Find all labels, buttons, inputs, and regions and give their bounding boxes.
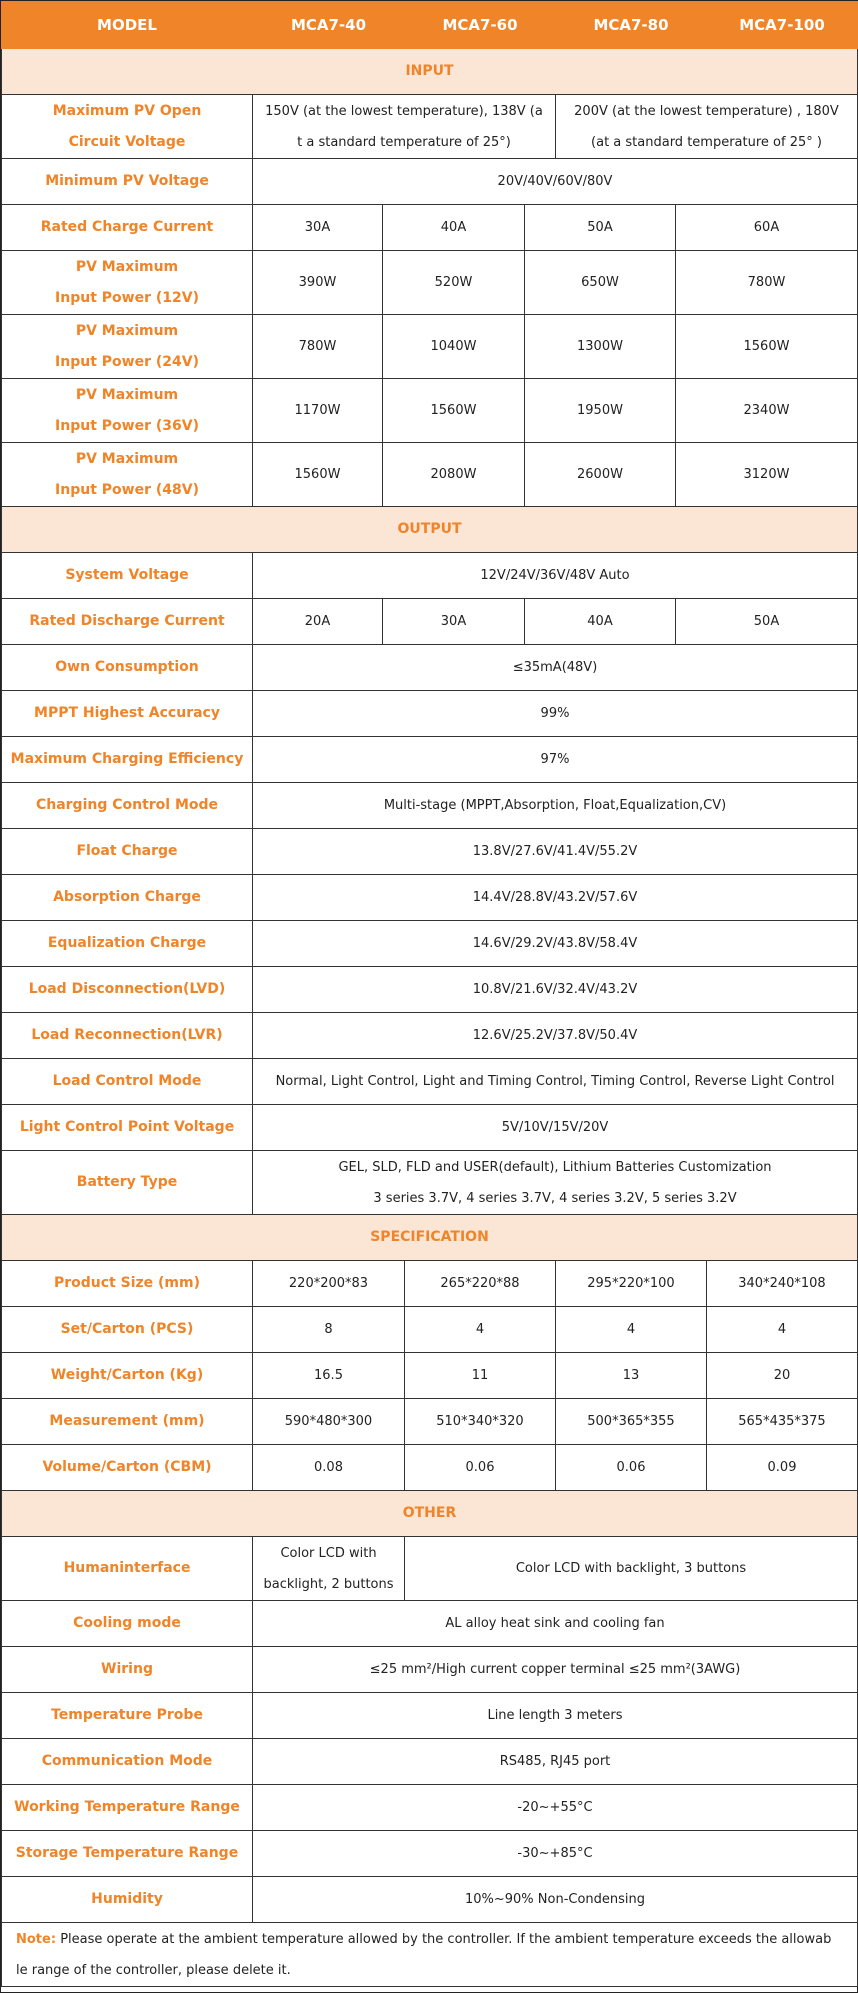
row-cooling-mode — [2, 1601, 858, 1647]
row-float-charge — [2, 829, 858, 875]
row-label: Absorption Charge — [2, 875, 253, 921]
cell-value: 20 — [707, 1353, 858, 1399]
cell-value: 30A — [383, 599, 525, 645]
header-model: MODEL — [2, 2, 253, 49]
section-other-title: OTHER — [2, 1491, 858, 1537]
row-humaninterface — [2, 1537, 858, 1601]
row-product-size — [2, 1261, 858, 1307]
row-set-carton — [2, 1307, 858, 1353]
cell-value: 780W — [676, 251, 858, 315]
header-mca7-40: MCA7-40 — [253, 2, 405, 49]
cell-value: 1560W — [383, 379, 525, 443]
row-label: PV Maximum Input Power (48V) — [2, 443, 253, 507]
section-input — [2, 49, 858, 95]
cell-value: 1560W — [676, 315, 858, 379]
row-label: Measurement (mm) — [2, 1399, 253, 1445]
cell-value: 4 — [556, 1307, 707, 1353]
row-temperature-probe — [2, 1693, 858, 1739]
cell-value: 13.8V/27.6V/41.4V/55.2V — [253, 829, 858, 875]
row-battery-type — [2, 1151, 858, 1215]
row-lvd — [2, 967, 858, 1013]
cell-value: 97% — [253, 737, 858, 783]
cell-value: ≤25 mm²/High current copper terminal ≤25 mm²(3AWG) — [253, 1647, 858, 1693]
cell-value: 12V/24V/36V/48V Auto — [253, 553, 858, 599]
cell-value: 780W — [253, 315, 383, 379]
row-light-point — [2, 1105, 858, 1151]
cell-value: 40A — [525, 599, 676, 645]
section-specification — [2, 1215, 858, 1261]
cell-value: 5V/10V/15V/20V — [253, 1105, 858, 1151]
cell-value: 20A — [253, 599, 383, 645]
cell-value: 16.5 — [253, 1353, 405, 1399]
row-label: Light Control Point Voltage — [2, 1105, 253, 1151]
cell-value: 11 — [405, 1353, 556, 1399]
note-label: Note: — [16, 1931, 57, 1947]
cell-value: 0.06 — [405, 1445, 556, 1491]
row-label: Wiring — [2, 1647, 253, 1693]
row-label: Cooling mode — [2, 1601, 253, 1647]
row-label: Humidity — [2, 1877, 253, 1923]
row-label: Load Reconnection(LVR) — [2, 1013, 253, 1059]
row-power-12v — [2, 251, 858, 315]
section-output-title: OUTPUT — [2, 507, 858, 553]
cell-value: 510*340*320 — [405, 1399, 556, 1445]
row-label: Load Disconnection(LVD) — [2, 967, 253, 1013]
cell-value: Color LCD with backlight, 2 buttons — [253, 1537, 405, 1601]
row-label: Load Control Mode — [2, 1059, 253, 1105]
section-spec-title: SPECIFICATION — [2, 1215, 858, 1261]
row-rated-charge — [2, 205, 858, 251]
row-label: Rated Discharge Current — [2, 599, 253, 645]
row-label: Storage Temperature Range — [2, 1831, 253, 1877]
cell-value: 10%~90% Non-Condensing — [253, 1877, 858, 1923]
cell-value: 565*435*375 — [707, 1399, 858, 1445]
row-label: Minimum PV Voltage — [2, 159, 253, 205]
row-label: PV Maximum Input Power (36V) — [2, 379, 253, 443]
cell-value: 50A — [525, 205, 676, 251]
cell-value: 14.4V/28.8V/43.2V/57.6V — [253, 875, 858, 921]
cell-value: 20V/40V/60V/80V — [253, 159, 858, 205]
row-note — [2, 1923, 858, 1987]
cell-value: 390W — [253, 251, 383, 315]
cell-value: 1560W — [253, 443, 383, 507]
cell-value: -20~+55°C — [253, 1785, 858, 1831]
row-label: PV Maximum Input Power (24V) — [2, 315, 253, 379]
section-output — [2, 507, 858, 553]
cell-value: -30~+85°C — [253, 1831, 858, 1877]
row-weight-carton — [2, 1353, 858, 1399]
row-power-48v — [2, 443, 858, 507]
cell-value: Color LCD with backlight, 3 buttons — [405, 1537, 858, 1601]
cell-value: 14.6V/29.2V/43.8V/58.4V — [253, 921, 858, 967]
row-power-36v — [2, 379, 858, 443]
cell-value: 500*365*355 — [556, 1399, 707, 1445]
cell-value: 0.06 — [556, 1445, 707, 1491]
row-label: Equalization Charge — [2, 921, 253, 967]
row-label: Weight/Carton (Kg) — [2, 1353, 253, 1399]
row-absorption-charge — [2, 875, 858, 921]
cell-value: 2080W — [383, 443, 525, 507]
row-humidity — [2, 1877, 858, 1923]
row-label: Temperature Probe — [2, 1693, 253, 1739]
cell-value: 10.8V/21.6V/32.4V/43.2V — [253, 967, 858, 1013]
row-communication-mode — [2, 1739, 858, 1785]
header-row — [2, 2, 858, 49]
row-mppt-accuracy — [2, 691, 858, 737]
section-input-title: INPUT — [2, 49, 858, 95]
row-measurement — [2, 1399, 858, 1445]
cell-value: 3120W — [676, 443, 858, 507]
row-system-voltage — [2, 553, 858, 599]
section-other — [2, 1491, 858, 1537]
header-mca7-100: MCA7-100 — [707, 2, 858, 49]
row-rated-discharge — [2, 599, 858, 645]
cell-value: 30A — [253, 205, 383, 251]
cell-value: 295*220*100 — [556, 1261, 707, 1307]
cell-value: 50A — [676, 599, 858, 645]
row-power-24v — [2, 315, 858, 379]
cell-value: 0.09 — [707, 1445, 858, 1491]
row-label: Volume/Carton (CBM) — [2, 1445, 253, 1491]
row-label: Communication Mode — [2, 1739, 253, 1785]
row-label: PV Maximum Input Power (12V) — [2, 251, 253, 315]
cell-value: 8 — [253, 1307, 405, 1353]
row-own-consumption — [2, 645, 858, 691]
cell-value: 40A — [383, 205, 525, 251]
note-text-line2: le range of the controller, please delete it. — [16, 1962, 291, 1978]
header-mca7-60: MCA7-60 — [405, 2, 556, 49]
cell-value: Normal, Light Control, Light and Timing Control, Timing Control, Reverse Light Control — [253, 1059, 858, 1105]
row-label: Maximum PV Open Circuit Voltage — [2, 95, 253, 159]
cell-value: 650W — [525, 251, 676, 315]
row-label: Own Consumption — [2, 645, 253, 691]
row-label: Product Size (mm) — [2, 1261, 253, 1307]
row-load-mode — [2, 1059, 858, 1105]
row-volume-carton — [2, 1445, 858, 1491]
row-label: Charging Control Mode — [2, 783, 253, 829]
cell-value: 0.08 — [253, 1445, 405, 1491]
cell-value: AL alloy heat sink and cooling fan — [253, 1601, 858, 1647]
cell-value: Line length 3 meters — [253, 1693, 858, 1739]
cell-value: RS485, RJ45 port — [253, 1739, 858, 1785]
cell-value: 60A — [676, 205, 858, 251]
cell-value: 520W — [383, 251, 525, 315]
row-label: System Voltage — [2, 553, 253, 599]
row-label: Set/Carton (PCS) — [2, 1307, 253, 1353]
cell-value: Multi-stage (MPPT,Absorption, Float,Equalization,CV) — [253, 783, 858, 829]
note-text: Please operate at the ambient temperature allowed by the controller. If the ambient temperature exceeds the allowab — [60, 1931, 832, 1947]
cell-value: 13 — [556, 1353, 707, 1399]
row-open-voltage — [2, 95, 858, 159]
cell-value: 1040W — [383, 315, 525, 379]
cell-value: 12.6V/25.2V/37.8V/50.4V — [253, 1013, 858, 1059]
cell-value: 265*220*88 — [405, 1261, 556, 1307]
cell-value: 220*200*83 — [253, 1261, 405, 1307]
row-working-temperature — [2, 1785, 858, 1831]
cell-value: 590*480*300 — [253, 1399, 405, 1445]
row-max-efficiency — [2, 737, 858, 783]
cell-value: 1300W — [525, 315, 676, 379]
cell-value: ≤35mA(48V) — [253, 645, 858, 691]
cell-value: 2340W — [676, 379, 858, 443]
cell-value: 340*240*108 — [707, 1261, 858, 1307]
cell-value: 1950W — [525, 379, 676, 443]
row-equalization-charge — [2, 921, 858, 967]
row-min-voltage — [2, 159, 858, 205]
cell-value: 4 — [405, 1307, 556, 1353]
row-charging-mode — [2, 783, 858, 829]
cell-value: 4 — [707, 1307, 858, 1353]
cell-value: 1170W — [253, 379, 383, 443]
row-label: Humaninterface — [2, 1537, 253, 1601]
row-label: Rated Charge Current — [2, 205, 253, 251]
spec-table — [1, 1, 858, 1987]
row-lvr — [2, 1013, 858, 1059]
cell-value: 150V (at the lowest temperature), 138V (a t a standard temperature of 25°) — [253, 95, 556, 159]
row-storage-temperature — [2, 1831, 858, 1877]
row-wiring — [2, 1647, 858, 1693]
header-mca7-80: MCA7-80 — [556, 2, 707, 49]
note-cell — [2, 1923, 858, 1987]
row-label: Float Charge — [2, 829, 253, 875]
cell-value: GEL, SLD, FLD and USER(default), Lithium Batteries Customization 3 series 3.7V, 4 series 3.7V, 4 series 3.2V, 5 series 3.2V — [253, 1151, 858, 1215]
row-label: Working Temperature Range — [2, 1785, 253, 1831]
cell-value: 200V (at the lowest temperature) , 180V (at a standard temperature of 25° ) — [556, 95, 858, 159]
cell-value: 99% — [253, 691, 858, 737]
row-label: MPPT Highest Accuracy — [2, 691, 253, 737]
cell-value: 2600W — [525, 443, 676, 507]
row-label: Maximum Charging Efficiency — [2, 737, 253, 783]
row-label: Battery Type — [2, 1151, 253, 1215]
